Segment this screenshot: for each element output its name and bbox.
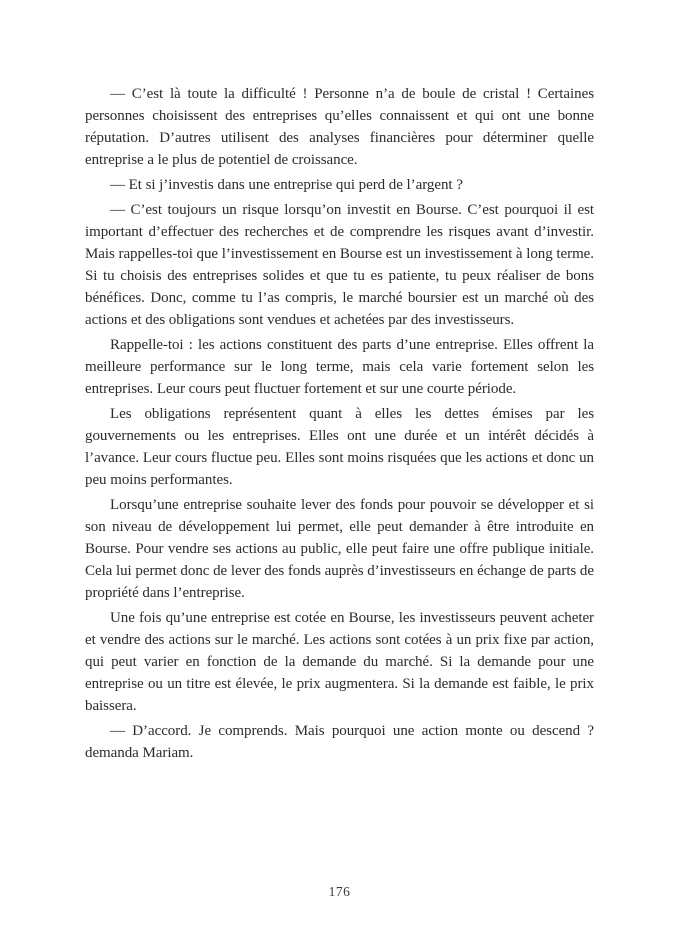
- paragraph-body-6: Lorsqu’une entreprise souhaite lever des fonds pour pouvoir se développer et si son niveau de développement lui permet, elle peut demander à être introduite en Bourse. Pour vendre ses actions au public, elle peut faire une offre publique initiale. Cela lui permet donc de lever des fonds auprès d’investisseurs en échange de parts de propriété dans l’entreprise.: [85, 497, 594, 601]
- page-footer: [85, 883, 594, 901]
- page-number: 176: [328, 884, 351, 899]
- paragraph-dialogue-3: — C’est toujours un risque lorsqu’on investit en Bourse. C’est pourquoi il est important d’effectuer des recherches et de comprendre les risques avant d’investir. Mais rappelles-toi que l’investissement en Bourse est un investissement à long terme. Si tu choisis des entreprises solides et que tu es patiente, tu peux réaliser de bons bénéfices. Donc, comme tu l’as compris, le marché boursier est un marché où des actions et des obligations sont vendues et achetées par des investisseurs.: [85, 202, 594, 328]
- paragraph-dialogue-2: — Et si j’investis dans une entreprise qui perd de l’argent ?: [110, 177, 463, 193]
- paragraph-body-4: Rappelle-toi : les actions constituent des parts d’une entreprise. Elles offrent la meilleure performance sur le long terme, mais cela varie fortement selon les entreprises. Leur cours peut fluctuer fortement et sur une courte période.: [85, 337, 594, 397]
- paragraph-body-5: Les obligations représentent quant à elles les dettes émises par les gouvernements ou les entreprises. Elles ont une durée et un intérêt décidés à l’avance. Leur cours fluctue peu. Elles sont moins risquées que les actions et donc un peu moins performantes.: [85, 406, 594, 488]
- paragraph-dialogue-8: — D’accord. Je comprends. Mais pourquoi une action monte ou descend ? demanda Mariam.: [85, 723, 594, 761]
- page-text-block: [85, 83, 594, 767]
- paragraph-dialogue-1: — C’est là toute la difficulté ! Personne n’a de boule de cristal ! Certaines personnes choisissent des entreprises qu’elles connaissent et qui ont une bonne réputation. D’autres utilisent des analyses financières pour déterminer quelle entreprise a le plus de potentiel de croissance.: [85, 86, 594, 168]
- paragraph-body-7: Une fois qu’une entreprise est cotée en Bourse, les investisseurs peuvent acheter et vendre des actions sur le marché. Les actions sont cotées à un prix fixe par action, qui peut varier en fonction de la demande du marché. Si la demande pour une entreprise ou un titre est élevée, le prix augmentera. Si la demande est faible, le prix baissera.: [85, 610, 594, 714]
